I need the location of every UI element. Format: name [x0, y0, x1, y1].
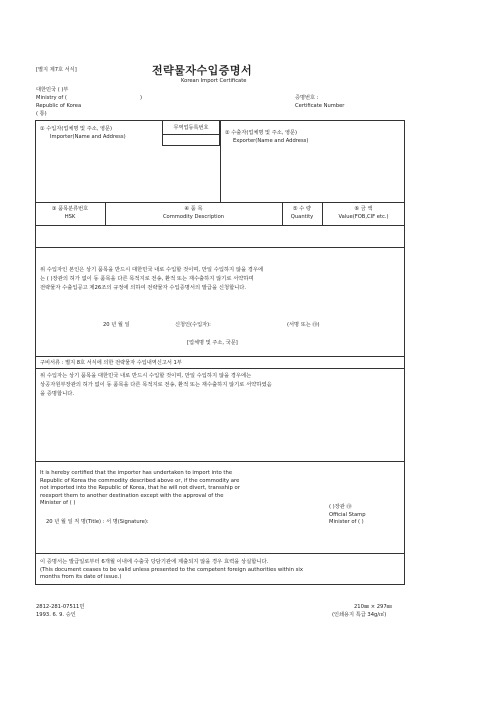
certification-en-text: It is hereby certified that the importer has undertaken to import into the Republic of Korea the commodity described above or, if the commodity are not imported into the Republic of Korea, that he will not divert, transship or reexport them to another destination except with the approval of the Minister of ( ): [40, 470, 240, 507]
form-code: 2812-281-07511민: [36, 604, 85, 610]
commodity-description-en: Commodity Description: [162, 214, 225, 220]
importer-label: ① 수입자(업체명 및 주소, 영문): [40, 126, 113, 132]
certification-date-title-signature: 20 년 월 일 직 명(Title) : 서 명(Signature):: [46, 519, 149, 525]
attachment-note: 구비서류 : 별지 8호 서식에 의한 전략물자 수입내역신고서 1부: [40, 360, 182, 366]
declaration-date: 20 년 월 일: [103, 322, 130, 328]
quantity-label-en: Quantity: [290, 214, 314, 220]
trade-registration-box: [162, 120, 220, 146]
validity-text: 이 증명서는 발급일로부터 6개월 이내에 수출국 당담기관에 제출되지 않을 경우 효력을 상실합니다. (This document ceases to be valid unless presented to the competent foreign authorities within six months from its date of issue.): [40, 559, 303, 581]
issuer-en-2: Republic of Korea: [36, 103, 82, 109]
certificate-number-kr: 증명번호 :: [295, 95, 319, 101]
signature-or-seal: (서명 또는 ㊞): [287, 322, 320, 328]
exporter-label: ② 수출자(업체명 및 주소, 영문): [225, 130, 298, 136]
importer-label-en: Importer(Name and Address): [50, 134, 126, 140]
issuer-kr: 대한민국 ( )부: [36, 87, 69, 93]
document-title: 전략물자수입증명서: [152, 64, 253, 77]
divider: [35, 202, 405, 203]
issuer-paren: ( 통): [36, 111, 47, 117]
company-name-address: [업체명 및 주소, 국문]: [187, 340, 238, 346]
declaration-text: 위 수입자인 본인은 상기 품목을 반드시 대한민국 내로 수입할 것이며, 만일 수입하지 않을 경우에 는 ( )장관의 허가 없이 동 품목을 다른 목적지로 전송, 환적 또는 재수출하지 않기로 서약하며 전략물자 수출입공고 제26조의 규정에 의하여 전략물자 수입증명서의 발급을 신청합니다.: [40, 267, 264, 291]
document-subtitle: Korean Import Certificate: [181, 78, 247, 84]
official-stamp-label: Official Stamp: [329, 512, 366, 518]
paper-size: 210㎜ × 297㎜: [354, 604, 392, 610]
issuer-en-1: Ministry of (: [36, 95, 67, 101]
hsk-label-en: HSK: [64, 214, 76, 220]
certificate-number-en: Certificate Number: [295, 103, 345, 109]
divider: [35, 461, 405, 462]
paper-spec: (인쇄용지 특급 34g/㎡): [332, 612, 387, 618]
stamp-minister-kr: ( )장관 ㊞: [329, 504, 352, 510]
certification-kr-text: 위 수입자는 상기 품목을 대한민국 내로 반드시 수입할 것이며, 만일 수입하지 않을 경우에는 상공자원부장관의 허가 없이 동 품목을 다른 목적지로 전송, 환적 또는 재수출하지 않기로 서약하였음 을 증명합니다.: [40, 373, 272, 397]
divider: [162, 134, 220, 135]
divider: [35, 553, 405, 554]
applicant-label: 신청인(수입자):: [175, 322, 211, 328]
commodity-description-label: ④ 품 목: [184, 206, 203, 212]
value-label-en: Value(FOB,CIF etc.): [338, 214, 389, 220]
minister-of-label: Minister of ( ): [329, 519, 364, 525]
quantity-label: ⑤ 수 량: [293, 206, 311, 212]
approval-date: 1993. 6. 9. 승인: [36, 612, 76, 618]
divider: [35, 247, 405, 248]
divider: [35, 225, 405, 226]
divider: [35, 356, 405, 357]
value-label: ⑥ 금 액: [354, 206, 373, 212]
exporter-label-en: Exporter(Name and Address): [233, 138, 309, 144]
issuer-en-paren: ): [140, 95, 143, 101]
trade-registration-label: 무역업등록번호: [173, 125, 209, 131]
divider: [220, 120, 221, 202]
hsk-label: ③ 품목분류번호: [51, 206, 89, 212]
divider: [35, 368, 405, 369]
form-number: [별지 제7호 서식]: [36, 67, 77, 73]
